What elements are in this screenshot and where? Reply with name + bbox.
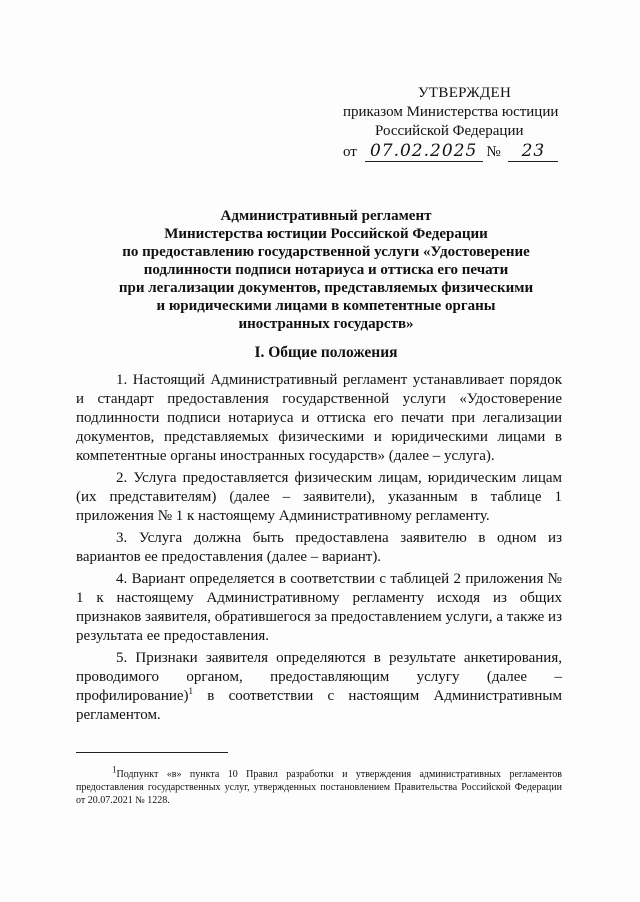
title-line: иностранных государств» [238,316,414,332]
title-line: Министерства юстиции Российской Федерации [164,226,488,242]
footnote [76,764,562,807]
handwritten-date: 07.02.2025 [365,142,483,162]
approval-line-ministry: приказом Министерства юстиции [343,104,559,120]
paragraph-5-text: 5. Признаки заявителя определяются в результате анкетирования, проводимого органом, предоставляющим услугу (далее – профилирование) [76,650,562,704]
handwritten-number: 23 [508,142,558,162]
title-line: подлинности подписи нотариуса и оттиска его печати [143,262,509,278]
title-line: по предоставлению государственной услуги «Удостоверение [122,244,530,260]
footnote-divider [76,752,228,753]
approval-stamp [335,84,575,162]
footnote-reference: 1 [188,686,194,696]
date-prefix: от [343,144,357,160]
approval-line-country: Российской Федерации [375,123,524,139]
approval-status: УТВЕРЖДЕН [418,85,512,101]
section-heading: I. Общие положения [254,344,398,361]
approval-date-line [335,142,575,162]
paragraph-5-text-end: в соответствии с настоящим Административным регламентом. [76,688,562,723]
section-body [76,371,562,728]
document-title [80,207,572,333]
paragraph-4: 4. Вариант определяется в соответствии с таблицей 2 приложения № 1 к настоящему Административному регламенту исходя из общих признаков заявителя, обратившегося за предоставлением услуги, а также из результата ее предоставления. [76,571,562,644]
title-line: при легализации документов, представляемых физическими [118,280,534,296]
title-line: и юридическими лицами в компетентные органы [156,298,496,314]
paragraph-3: 3. Услуга должна быть предоставлена заявителю в одном из вариантов ее предоставления (далее – вариант). [76,530,562,565]
footnote-marker: 1 [112,764,117,775]
title-line: Административный регламент [220,208,432,224]
paragraph-2: 2. Услуга предоставляется физическим лицам, юридическим лицам (их представителям) (далее – заявители), указанным в таблице 1 приложения № 1 к настоящему Административному регламенту. [76,470,562,524]
paragraph-1: 1. Настоящий Административный регламент устанавливает порядок и стандарт предоставления государственной услуги «Удостоверение подлинности подписи нотариуса и оттиска его печати при легализации документов, представляемых физическими и юридическими лицами в компетентные органы иностранных государств» (далее – услуга). [76,372,562,464]
number-prefix: № [486,144,501,160]
footnote-text: Подпункт «в» пункта 10 Правил разработки и утверждения административных регламентов предоставления государственных услуг, утвержденных постановлением Правительства Российской Федерации от 20.07.2021 № 1228. [76,769,562,806]
paragraph-5 [76,649,562,725]
